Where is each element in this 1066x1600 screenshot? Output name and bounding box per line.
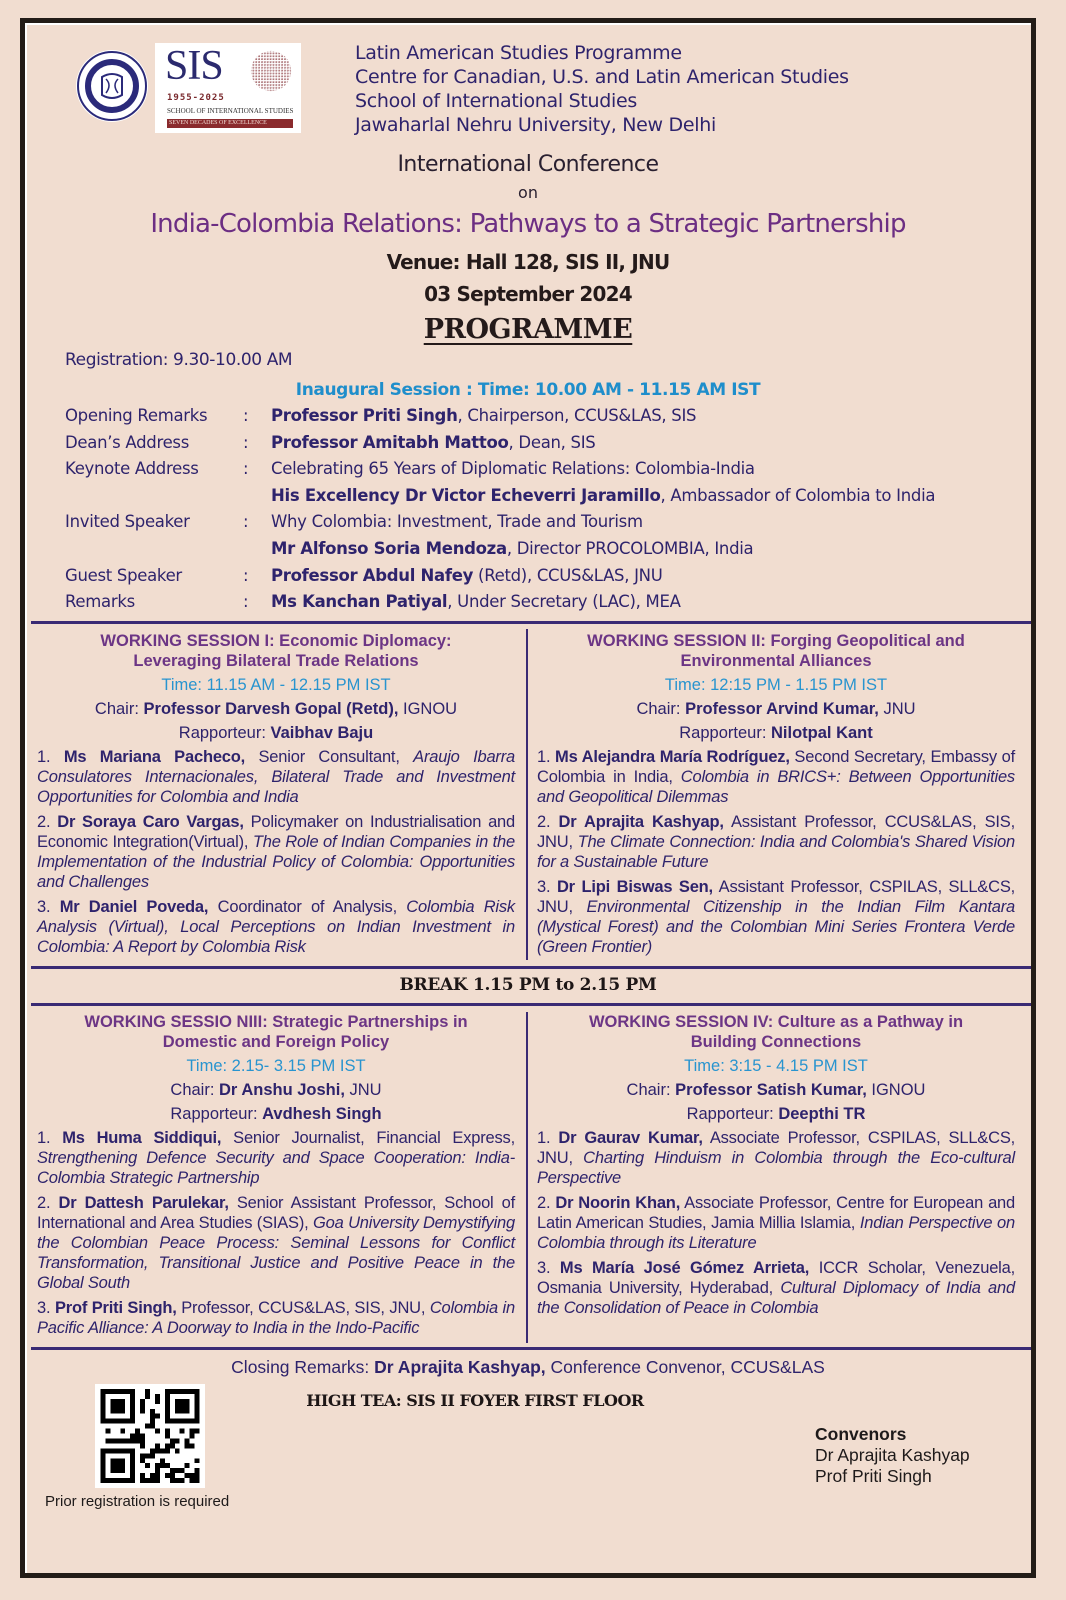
session-title xyxy=(37,1012,515,1052)
session-title-line: WORKING SESSION IV: Culture as a Pathway in xyxy=(588,1013,964,1031)
chair-label: Chair: xyxy=(626,1081,676,1099)
speaker-affiliation: Assistant Professor, CSPILAS, SLL&CS, JNU, xyxy=(537,878,1016,916)
institution-line: Latin American Studies Programme xyxy=(355,42,682,64)
session-title-line: WORKING SESSION II: Forging Geopolitical and xyxy=(587,632,965,650)
chair-affiliation: IGNOU xyxy=(866,1081,926,1099)
paper-item xyxy=(537,1128,1015,1188)
session-title xyxy=(37,631,515,671)
session-chair xyxy=(37,1080,515,1100)
paper-item xyxy=(537,812,1015,872)
session-title xyxy=(537,1012,1015,1052)
closing-label: Closing Remarks: xyxy=(231,1357,375,1377)
working-session-1 xyxy=(37,631,515,962)
event-date: 03 September 2024 xyxy=(424,282,632,306)
paper-title: Colombia in BRICS+: Between Opportunities and Geopolitical Dilemmas xyxy=(537,768,1015,806)
institution-line: Centre for Canadian, U.S. and Latin American Studies xyxy=(355,66,849,88)
column-divider xyxy=(526,1012,528,1343)
paper-item xyxy=(37,747,515,807)
inaugural-speaker: Professor Amitabh Mattoo xyxy=(271,432,509,452)
paper-item xyxy=(37,897,515,957)
inaugural-row xyxy=(65,403,935,430)
paper-number: 2. xyxy=(537,1194,556,1212)
session-time: Time: 2.15- 3.15 PM IST xyxy=(186,1057,366,1075)
chair-name: Professor Satish Kumar, xyxy=(675,1081,867,1099)
conference-type: International Conference xyxy=(397,152,659,177)
paper-item xyxy=(537,1258,1015,1318)
paper-list xyxy=(37,747,515,957)
speaker-affiliation: Second Secretary, Embassy of Colombia in India, xyxy=(537,748,1015,786)
inaugural-value xyxy=(271,483,935,510)
convenor-name: Prof Priti Singh xyxy=(815,1466,932,1486)
globe-icon xyxy=(249,49,293,93)
speaker-name: Ms María José Gómez Arrieta, xyxy=(559,1259,810,1277)
speaker-affiliation: Senior Journalist, Financial Express, xyxy=(221,1129,515,1147)
paper-title: Indian Perspective on Colombia through its Literature xyxy=(537,1214,1016,1252)
inaugural-row xyxy=(65,456,935,483)
chair-affiliation: JNU xyxy=(878,700,916,718)
paper-title: The Climate Connection: India and Colombia's Shared Vision for a Sustainable Future xyxy=(537,833,1015,871)
session-rapporteur xyxy=(537,723,1015,743)
session-title-line: WORKING SESSIO NIII: Strategic Partnerships in xyxy=(84,1013,468,1031)
session-chair xyxy=(537,1080,1015,1100)
paper-title: Goa University Demystifying the Colombian Peace Process: Seminal Lessons for Conflict Transformation, Transitional Justice and Positive Peace in the Global South xyxy=(37,1214,515,1292)
divider xyxy=(31,621,1031,624)
speaker-name: Ms Alejandra María Rodríguez, xyxy=(555,748,790,766)
session-chair xyxy=(537,699,1015,719)
chair-label: Chair: xyxy=(94,700,144,718)
working-session-2 xyxy=(537,631,1015,962)
closing-speaker: Dr Aprajita Kashyap, xyxy=(374,1357,546,1377)
inaugural-detail: , Director PROCOLOMBIA, India xyxy=(506,538,754,558)
conference-on: on xyxy=(518,183,538,202)
rapporteur-name: Deepthi TR xyxy=(778,1105,866,1123)
session-rapporteur xyxy=(537,1104,1015,1124)
inaugural-detail: , Chairperson, CCUS&LAS, SIS xyxy=(457,406,697,425)
paper-number: 2. xyxy=(37,1194,59,1212)
paper-title: The Role of Indian Companies in the Implementation of the Industrial Policy of Colombia: Opportunities and Challenges xyxy=(37,833,516,891)
paper-item xyxy=(537,877,1015,957)
session-title-line: Building Connections xyxy=(690,1033,862,1051)
speaker-name: Dr Lipi Biswas Sen, xyxy=(556,878,713,896)
session-title-line: Environmental Alliances xyxy=(680,652,872,670)
inaugural-colon: : xyxy=(243,592,249,612)
speaker-name: Dr Soraya Caro Vargas, xyxy=(57,813,244,831)
speaker-name: Dr Noorin Khan, xyxy=(555,1194,681,1212)
inaugural-row xyxy=(65,509,935,536)
chair-affiliation: IGNOU xyxy=(398,700,458,718)
venue: Venue: Hall 128, SIS II, JNU xyxy=(386,250,670,274)
divider xyxy=(31,966,1031,969)
inaugural-row xyxy=(65,430,935,457)
paper-number: 2. xyxy=(37,813,58,831)
speaker-affiliation: Policymaker on Industrialisation and Economic Integration(Virtual), xyxy=(37,813,516,851)
inaugural-value xyxy=(271,403,696,430)
rapporteur-name: Nilotpal Kant xyxy=(770,724,873,742)
inaugural-schedule xyxy=(65,403,935,616)
paper-title: Araujo Ibarra Consulatores Internacionales, Bilateral Trade and Investment Opportunities for Colombia and India xyxy=(37,748,515,806)
sis-logo-tagline: SEVEN DECADES OF EXCELLENCE xyxy=(167,119,293,128)
session-title xyxy=(537,631,1015,671)
inaugural-role xyxy=(65,536,243,563)
inaugural-session-title: Inaugural Session : Time: 10.00 AM - 11.15 AM IST xyxy=(295,380,761,400)
inaugural-value xyxy=(271,589,681,616)
working-session-3 xyxy=(37,1012,515,1343)
speaker-affiliation: ICCR Scholar, Venezuela, Osmania University, Hyderabad, xyxy=(537,1259,1016,1297)
rapporteur-label: Rapporteur: xyxy=(178,724,271,742)
paper-item xyxy=(37,1298,515,1338)
registration-time: Registration: 9.30-10.00 AM xyxy=(65,350,293,370)
inaugural-colon: : xyxy=(243,432,249,452)
session-rapporteur xyxy=(37,1104,515,1124)
working-session-4 xyxy=(537,1012,1015,1323)
paper-title: Colombia in Pacific Alliance: A Doorway to India in the Indo-Pacific xyxy=(37,1299,515,1337)
registration-qr-code[interactable] xyxy=(95,1384,205,1488)
inaugural-detail: (Retd), CCUS&LAS, JNU xyxy=(473,565,663,585)
inaugural-detail: Celebrating 65 Years of Diplomatic Relations: Colombia-India xyxy=(271,459,755,479)
inaugural-role: Opening Remarks xyxy=(65,406,208,425)
inaugural-role: Keynote Address xyxy=(65,459,199,479)
paper-title: Charting Hinduism in Colombia through the Eco-cultural Perspective xyxy=(537,1149,1015,1187)
speaker-name: Mr Daniel Poveda, xyxy=(59,898,209,916)
speaker-affiliation: Professor, CCUS&LAS, SIS, JNU, xyxy=(176,1299,430,1317)
session-time: Time: 11.15 AM - 12.15 PM IST xyxy=(161,676,391,694)
column-divider xyxy=(526,629,528,960)
chair-name: Dr Anshu Joshi, xyxy=(219,1081,345,1099)
paper-title: Strengthening Defence Security and Space Cooperation: India-Colombia Strategic Partnership xyxy=(37,1149,515,1187)
chair-name: Professor Arvind Kumar, xyxy=(685,700,879,718)
paper-number: 1. xyxy=(537,748,556,766)
high-tea: HIGH TEA: SIS II FOYER FIRST FLOOR xyxy=(306,1391,644,1410)
programme-heading xyxy=(25,313,1031,347)
rapporteur-name: Vaibhav Baju xyxy=(270,724,374,742)
paper-number: 1. xyxy=(37,1129,63,1147)
inaugural-row xyxy=(65,563,935,590)
rapporteur-label: Rapporteur: xyxy=(686,1105,779,1123)
jnu-emblem-icon xyxy=(75,49,149,123)
speaker-affiliation: Associate Professor, CSPILAS, SLL&CS, JNU, xyxy=(537,1129,1016,1167)
inaugural-role xyxy=(65,483,243,510)
speaker-name: Dr Dattesh Parulekar, xyxy=(58,1194,229,1212)
inaugural-colon: : xyxy=(243,459,249,479)
inaugural-speaker: Professor Priti Singh xyxy=(271,406,458,425)
paper-list xyxy=(37,1128,515,1338)
institution-block xyxy=(355,41,849,137)
inaugural-value xyxy=(271,563,663,590)
paper-title: Colombia Risk Analysis (Virtual), Local Perceptions on Indian Investment in Colombia: A Report by Colombia Risk xyxy=(37,898,515,956)
sis-logo-school: SCHOOL OF INTERNATIONAL STUDIES xyxy=(167,107,294,115)
prior-registration-note: Prior registration is required xyxy=(45,1493,230,1510)
sis-logo-years: 1955-2025 xyxy=(167,93,225,103)
divider xyxy=(31,1347,1031,1350)
poster-frame xyxy=(20,18,1036,1578)
chair-label: Chair: xyxy=(170,1081,220,1099)
rapporteur-label: Rapporteur: xyxy=(170,1105,263,1123)
inaugural-role: Guest Speaker xyxy=(65,565,182,585)
jnu-logo xyxy=(75,49,149,123)
paper-item xyxy=(37,1193,515,1293)
convenors-heading: Convenors xyxy=(815,1424,907,1444)
rapporteur-label: Rapporteur: xyxy=(679,724,771,742)
sis-logo-letters: SIS xyxy=(165,43,223,89)
speaker-name: Prof Priti Singh, xyxy=(54,1299,177,1317)
divider xyxy=(31,1003,1031,1006)
inaugural-value xyxy=(271,509,643,536)
paper-number: 3. xyxy=(37,1299,55,1317)
paper-item xyxy=(537,747,1015,807)
programme-heading-text: PROGRAMME xyxy=(423,314,633,345)
paper-number: 3. xyxy=(37,898,60,916)
closing-remarks xyxy=(25,1356,1031,1378)
session-time: Time: 12:15 PM - 1.15 PM IST xyxy=(664,676,888,694)
paper-number: 3. xyxy=(537,1259,560,1277)
sis-logo xyxy=(155,43,301,133)
paper-number: 2. xyxy=(537,813,559,831)
chair-affiliation: JNU xyxy=(344,1081,382,1099)
paper-list xyxy=(537,747,1015,957)
inaugural-colon xyxy=(243,483,271,510)
chair-label: Chair: xyxy=(636,700,686,718)
speaker-affiliation: Senior Consultant, xyxy=(245,748,414,766)
speaker-name: Ms Huma Siddiqui, xyxy=(62,1129,222,1147)
convenor-name: Dr Aprajita Kashyap xyxy=(815,1445,970,1465)
paper-item xyxy=(37,1128,515,1188)
break-time: BREAK 1.15 PM to 2.15 PM xyxy=(399,975,657,995)
inaugural-row xyxy=(65,589,935,616)
inaugural-detail: , Ambassador of Colombia to India xyxy=(660,485,936,505)
inaugural-row xyxy=(65,536,935,563)
paper-title: Cultural Diplomacy of India and the Consolidation of Peace in Colombia xyxy=(537,1279,1015,1317)
speaker-affiliation: Senior Assistant Professor, School of International and Area Studies (SIAS), xyxy=(37,1194,516,1232)
paper-number: 3. xyxy=(537,878,557,896)
inaugural-role: Invited Speaker xyxy=(65,512,190,532)
speaker-name: Dr Gaurav Kumar, xyxy=(558,1129,703,1147)
speaker-affiliation: Assistant Professor, CCUS&LAS, SIS, JNU, xyxy=(537,813,1015,851)
inaugural-speaker: His Excellency Dr Victor Echeverri Jaramillo xyxy=(271,485,661,505)
paper-item xyxy=(37,812,515,892)
inaugural-detail: , Under Secretary (LAC), MEA xyxy=(447,592,681,612)
speaker-name: Dr Aprajita Kashyap, xyxy=(558,813,724,831)
qr-code-icon xyxy=(95,1384,205,1488)
inaugural-colon: : xyxy=(243,406,249,425)
convenors-block xyxy=(815,1424,970,1487)
inaugural-detail: Why Colombia: Investment, Trade and Tourism xyxy=(271,512,643,532)
chair-name: Professor Darvesh Gopal (Retd), xyxy=(143,700,399,718)
inaugural-row xyxy=(65,483,935,510)
paper-number: 1. xyxy=(537,1129,559,1147)
inaugural-detail: , Dean, SIS xyxy=(508,432,596,452)
rapporteur-name: Avdhesh Singh xyxy=(262,1105,382,1123)
inaugural-value xyxy=(271,536,753,563)
session-chair xyxy=(37,699,515,719)
inaugural-value xyxy=(271,456,755,483)
inaugural-colon: : xyxy=(243,512,249,532)
paper-title: Environmental Citizenship in the Indian Film Kantara (Mystical Forest) and the Colombian Mini Series Frontera Verde (Green Frontier) xyxy=(537,898,1015,956)
closing-role: Conference Convenor, CCUS&LAS xyxy=(545,1357,825,1377)
paper-number: 1. xyxy=(37,748,64,766)
session-time: Time: 3:15 - 4.15 PM IST xyxy=(684,1057,868,1075)
paper-list xyxy=(537,1128,1015,1318)
inaugural-role: Remarks xyxy=(65,592,135,612)
inaugural-speaker: Ms Kanchan Patiyal xyxy=(271,592,448,612)
inaugural-value xyxy=(271,430,595,457)
session-title-line: Domestic and Foreign Policy xyxy=(162,1033,390,1051)
speaker-affiliation: Coordinator of Analysis, xyxy=(208,898,407,916)
inaugural-speaker: Mr Alfonso Soria Mendoza xyxy=(271,538,507,558)
inaugural-colon xyxy=(243,536,271,563)
speaker-affiliation: Associate Professor, Centre for European and Latin American Studies, Jamia Millia Islamia, xyxy=(537,1194,1016,1232)
session-title-line: WORKING SESSION I: Economic Diplomacy: xyxy=(100,632,452,650)
conference-title: India-Colombia Relations: Pathways to a Strategic Partnership xyxy=(150,209,906,239)
inaugural-colon: : xyxy=(243,565,249,585)
paper-item xyxy=(537,1193,1015,1253)
speaker-name: Ms Mariana Pacheco, xyxy=(63,748,246,766)
institution-line: School of International Studies xyxy=(355,90,637,112)
institution-line: Jawaharlal Nehru University, New Delhi xyxy=(355,114,716,136)
inaugural-speaker: Professor Abdul Nafey xyxy=(271,565,474,585)
session-title-line: Leveraging Bilateral Trade Relations xyxy=(133,652,419,670)
session-rapporteur xyxy=(37,723,515,743)
inaugural-role: Dean’s Address xyxy=(65,432,190,452)
